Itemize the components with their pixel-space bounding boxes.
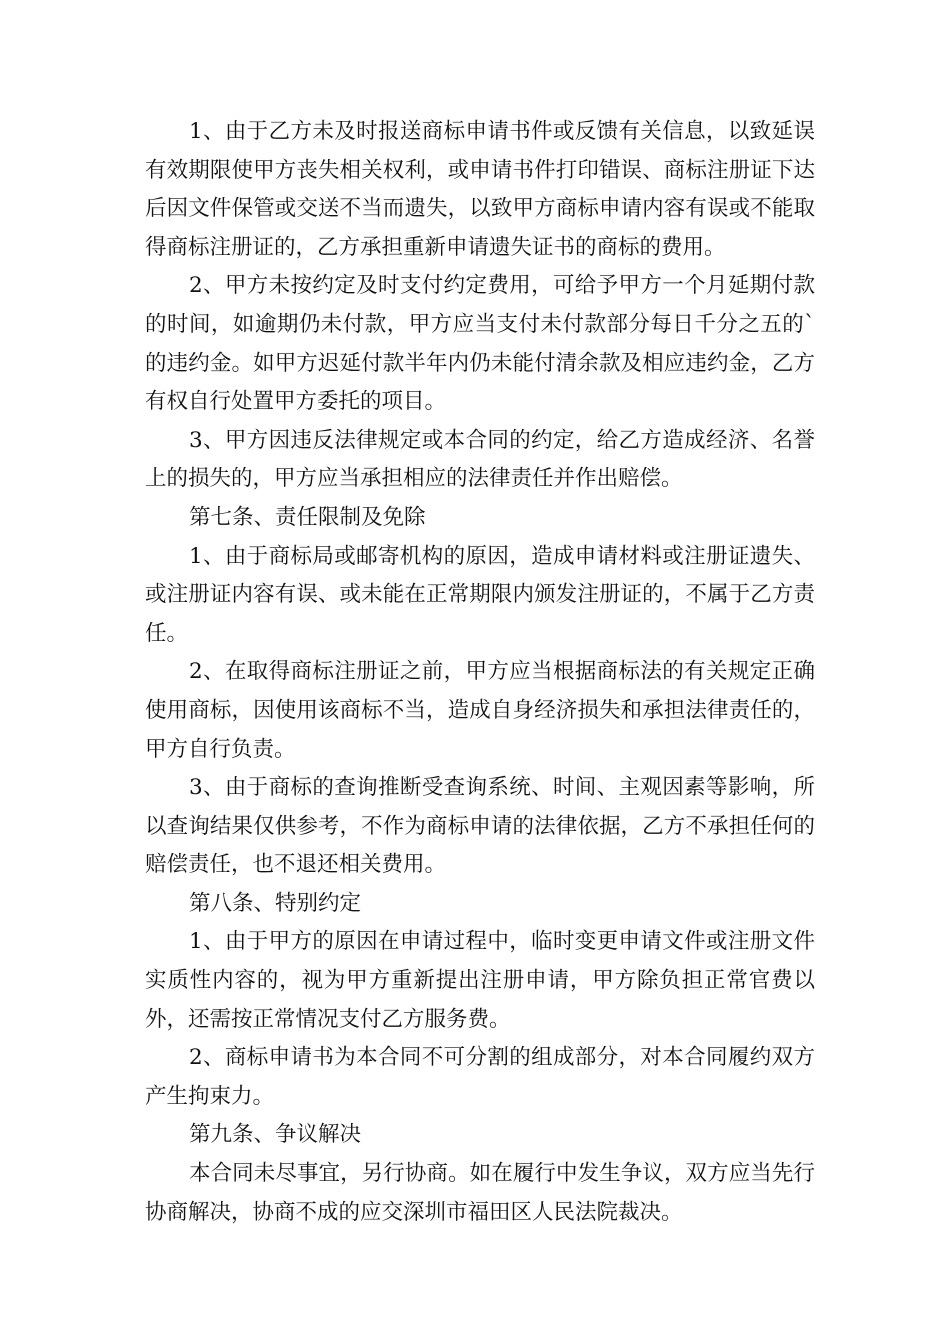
clause-paragraph: 1、由于商标局或邮寄机构的原因，造成申请材料或注册证遗失、或注册证内容有误、或未能在正常期限内颁发注册证的，不属于乙方责任。 <box>145 543 815 646</box>
article-heading: 第七条、责任限制及免除 <box>189 504 426 530</box>
clause-paragraph: 2、在取得商标注册证之前，甲方应当根据商标法的有关规定正确使用商标，因使用该商标不当，造成自身经济损失和承担法律责任的，甲方自行负责。 <box>145 659 815 762</box>
clause-paragraph: 3、由于商标的查询推断受查询系统、时间、主观因素等影响，所以查询结果仅供参考，不作为商标申请的法律依据，乙方不承担任何的赔偿责任，也不退还相关费用。 <box>145 775 815 878</box>
article-heading: 第九条、争议解决 <box>189 1122 362 1148</box>
clause-paragraph: 2、商标申请书为本合同不可分割的组成部分，对本合同履约双方产生拘束力。 <box>145 1045 815 1109</box>
clause-paragraph: 3、甲方因违反法律规定或本合同的约定，给乙方造成经济、名誉上的损失的，甲方应当承担相应的法律责任并作出赔偿。 <box>145 427 815 492</box>
clause-paragraph: 本合同未尽事宜，另行协商。如在履行中发生争议，双方应当先行协商解决，协商不成的应交深圳市福田区人民法院裁决。 <box>145 1161 815 1225</box>
clause-paragraph: 1、由于乙方未及时报送商标申请书件或反馈有关信息，以致延误有效期限使甲方丧失相关权利，或申请书件打印错误、商标注册证下达后因文件保管或交送不当而遗失，以致甲方商标申请内容有误或不能取得商标注册证的，乙方承担重新申请遗失证书的商标的费用。 <box>145 119 815 260</box>
clause-paragraph: 2、甲方未按约定及时支付约定费用，可给予甲方一个月延期付款的时间，如逾期仍未付款，甲方应当支付未付款部分每日千分之五的`的违约金。如甲方迟延付款半年内仍未能付清余款及相应违约金，乙方有权自行处置甲方委托的项目。 <box>145 273 815 415</box>
document-body <box>145 113 815 1232</box>
article-heading: 第八条、特别约定 <box>189 890 362 916</box>
clause-paragraph: 1、由于甲方的原因在申请过程中，临时变更申请文件或注册文件实质性内容的，视为甲方重新提出注册申请，甲方除负担正常官费以外，还需按正常情况支付乙方服务费。 <box>145 929 815 1032</box>
